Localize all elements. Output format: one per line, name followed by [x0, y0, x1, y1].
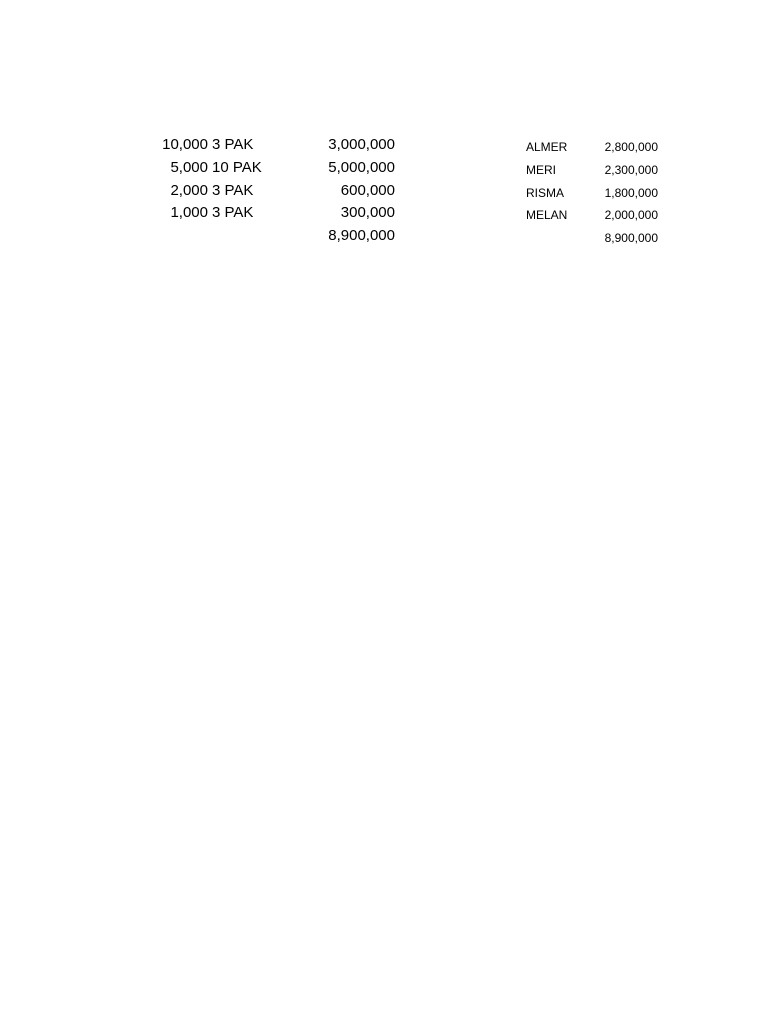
amount-cell: 2,300,000	[604, 162, 658, 177]
denomination-cell: 2,000	[170, 181, 208, 199]
quantity-cell: 3 PAK	[212, 181, 254, 199]
denomination-cell: 10,000	[162, 136, 208, 153]
amount-cell: 2,800,000	[604, 140, 658, 154]
amount-cell: 1,800,000	[604, 185, 658, 200]
name-cell: ALMER	[526, 140, 568, 154]
total-amount-cell: 8,900,000	[604, 231, 658, 246]
name-cell: MELAN	[526, 208, 568, 223]
quantity-cell: 3 PAK	[212, 136, 254, 153]
denomination-cell: 1,000	[170, 204, 208, 222]
name-cell: MERI	[526, 162, 556, 177]
amount-cell: 600,000	[340, 181, 395, 199]
denomination-cell: 5,000	[170, 158, 208, 176]
quantity-cell: 10 PAK	[212, 158, 262, 176]
name-cell: RISMA	[526, 185, 565, 200]
total-amount-cell: 8,900,000	[328, 227, 395, 245]
amount-cell: 3,000,000	[328, 136, 395, 153]
quantity-cell: 3 PAK	[212, 204, 254, 222]
amount-cell: 2,000,000	[604, 208, 658, 223]
amount-cell: 300,000	[340, 204, 395, 222]
amount-cell: 5,000,000	[328, 158, 395, 176]
